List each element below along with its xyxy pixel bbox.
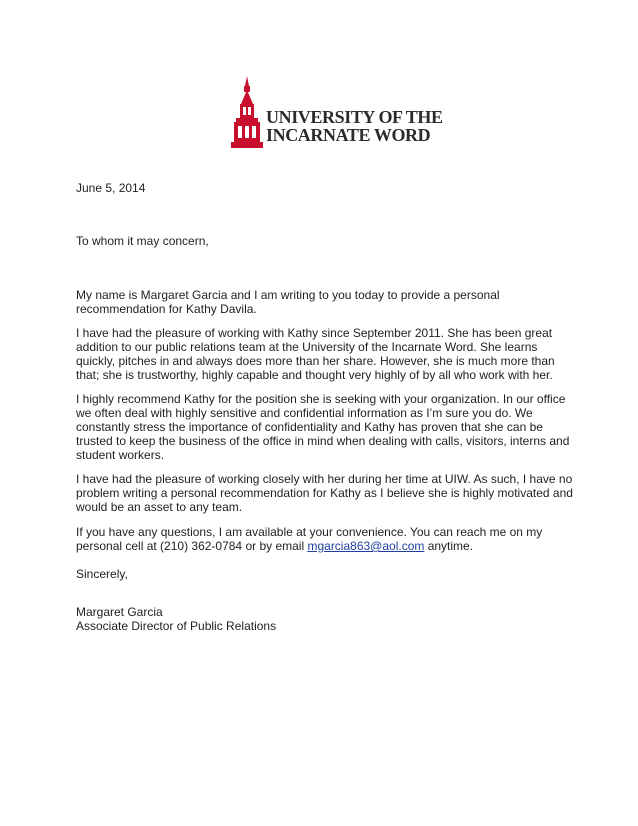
- logo-line-1: UNIVERSITY OF THE: [266, 107, 443, 127]
- logo-line-2: INCARNATE WORD: [266, 125, 431, 145]
- university-name: [266, 108, 443, 144]
- email-link[interactable]: mgarcia863@aol.com: [307, 539, 425, 553]
- bell-tower-icon: [230, 76, 264, 150]
- letter-closing: Sincerely,: [76, 567, 128, 581]
- letter-date: June 5, 2014: [76, 181, 146, 195]
- signer-title: Associate Director of Public Relations: [76, 619, 277, 633]
- letter-salutation: To whom it may concern,: [76, 234, 209, 248]
- signer-name: Margaret Garcia: [76, 605, 163, 619]
- letter-paragraph-5: [76, 525, 576, 553]
- letter-paragraph-1: My name is Margaret Garcia and I am writing to you today to provide a personal recommendation for Kathy Davila.: [76, 288, 500, 316]
- letter-paragraph-2: I have had the pleasure of working with Kathy since September 2011. She has been great addition to our public relations team at the University of the Incarnate Word. She learns quickly, pitches in and always does more than her share. However, she is much more than that; she is trustworthy, highly capable and thought very highly of by all who work with her.: [76, 326, 555, 382]
- university-logo: [230, 76, 443, 152]
- paragraph-5-text-before: If you have any questions, I am available at your convenience. You can reach me on my personal cell at (210) 362-0784 or by email: [76, 525, 543, 553]
- letter-paragraph-3: I highly recommend Kathy for the position she is seeking with your organization. In our office we often deal with highly sensitive and confidential information as I’m sure you do. We constantly stress the importance of confidentiality and Kathy has proven that she can be trusted to keep the business of the office in mind when dealing with calls, visitors, interns and student workers.: [76, 392, 570, 462]
- letter-paragraph-4: I have had the pleasure of working closely with her during her time at UIW. As such, I have no problem writing a personal recommendation for Kathy as I believe she is highly motivated and would be an asset to any team.: [76, 472, 573, 514]
- paragraph-5-text-after: anytime.: [424, 539, 474, 553]
